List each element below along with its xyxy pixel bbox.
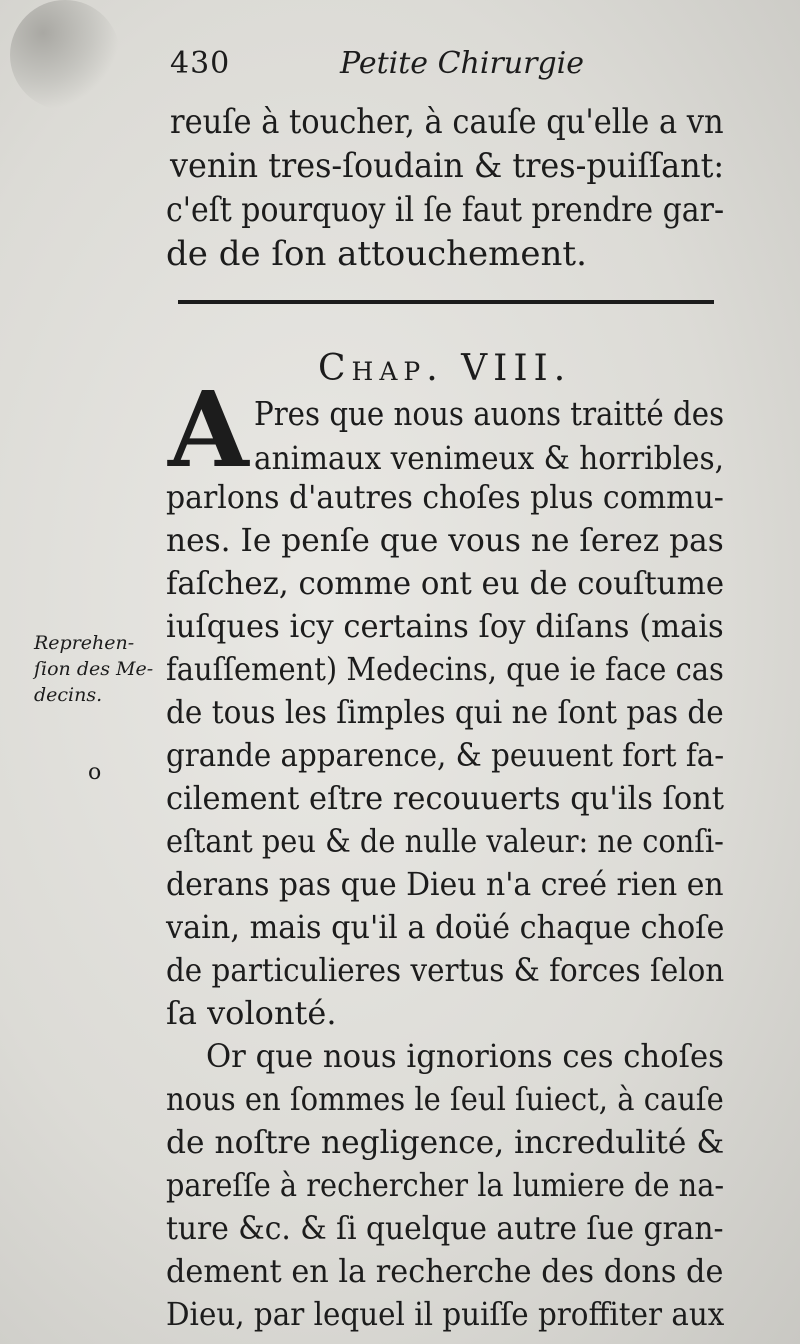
text-line: reuſe à toucher, à cauſe qu'elle a vn <box>170 102 724 142</box>
text-line: pareſſe à rechercher la lumiere de na- <box>166 1166 725 1204</box>
text-line: cilement eſtre recouuerts qu'ils ſont <box>166 779 725 817</box>
text-line: ſa volonté. <box>166 994 337 1032</box>
chapter-heading: Chap. VIII. <box>318 348 572 389</box>
page-header <box>168 44 728 94</box>
text-line: de particulieres vertus & forces ſelon <box>166 951 725 989</box>
text-line: parlons d'autres choſes plus commu- <box>166 478 724 516</box>
text-line: ture &c. & ſi quelque autre ſue gran- <box>166 1209 724 1247</box>
text-line: derans pas que Dieu n'a creé rien en <box>166 865 724 903</box>
section-divider <box>178 300 714 304</box>
text-line: c'eſt pourquoy il ſe faut prendre gar- <box>166 190 725 230</box>
text-line: faſchez, comme ont eu de couſtume <box>166 564 725 602</box>
text-line: Or que nous ignorions ces choſes <box>206 1037 724 1075</box>
paper-stain <box>10 0 120 110</box>
text-line: eſtant peu & de nulle valeur: ne conſi- <box>166 822 724 860</box>
text-line: nous en ſommes le ſeul ſuiect, à cauſe <box>166 1080 724 1118</box>
margin-mark: o <box>88 760 102 785</box>
page-number: 430 <box>170 46 231 81</box>
text-line: vain, mais qu'il a doüé chaque choſe <box>166 908 725 946</box>
text-line: fauſſement) Medecins, que ie face cas <box>166 650 724 688</box>
running-title: Petite Chirurgie <box>340 46 585 81</box>
text-line: Dieu, par lequel il puiſſe proffiter aux <box>166 1295 725 1333</box>
text-line: Pres que nous auons traitté des <box>254 394 725 433</box>
marginal-note-line: Reprehen- <box>34 632 135 654</box>
marginal-note-line: ſion des Me- <box>34 658 154 680</box>
text-line: iuſques icy certains ſoy diſans (mais <box>166 607 724 645</box>
text-line: nes. Ie penſe que vous ne ſerez pas <box>166 521 724 559</box>
text-line: dement en la recherche des dons de <box>166 1252 724 1290</box>
text-line: de noſtre negligence, incredulité & <box>166 1123 725 1161</box>
text-line: de de ſon attouchement. <box>166 234 587 274</box>
text-line: de tous les ſimples qui ne ſont pas de <box>166 693 724 731</box>
drop-cap: A <box>168 368 249 491</box>
marginal-note-line: decins. <box>34 684 103 706</box>
text-line: grande apparence, & peuuent fort fa- <box>166 736 725 774</box>
marginal-note <box>34 630 154 708</box>
text-line: animaux venimeux & horribles, <box>254 439 724 477</box>
text-line: venin tres-ſoudain & tres-puiſſant: <box>170 146 725 186</box>
